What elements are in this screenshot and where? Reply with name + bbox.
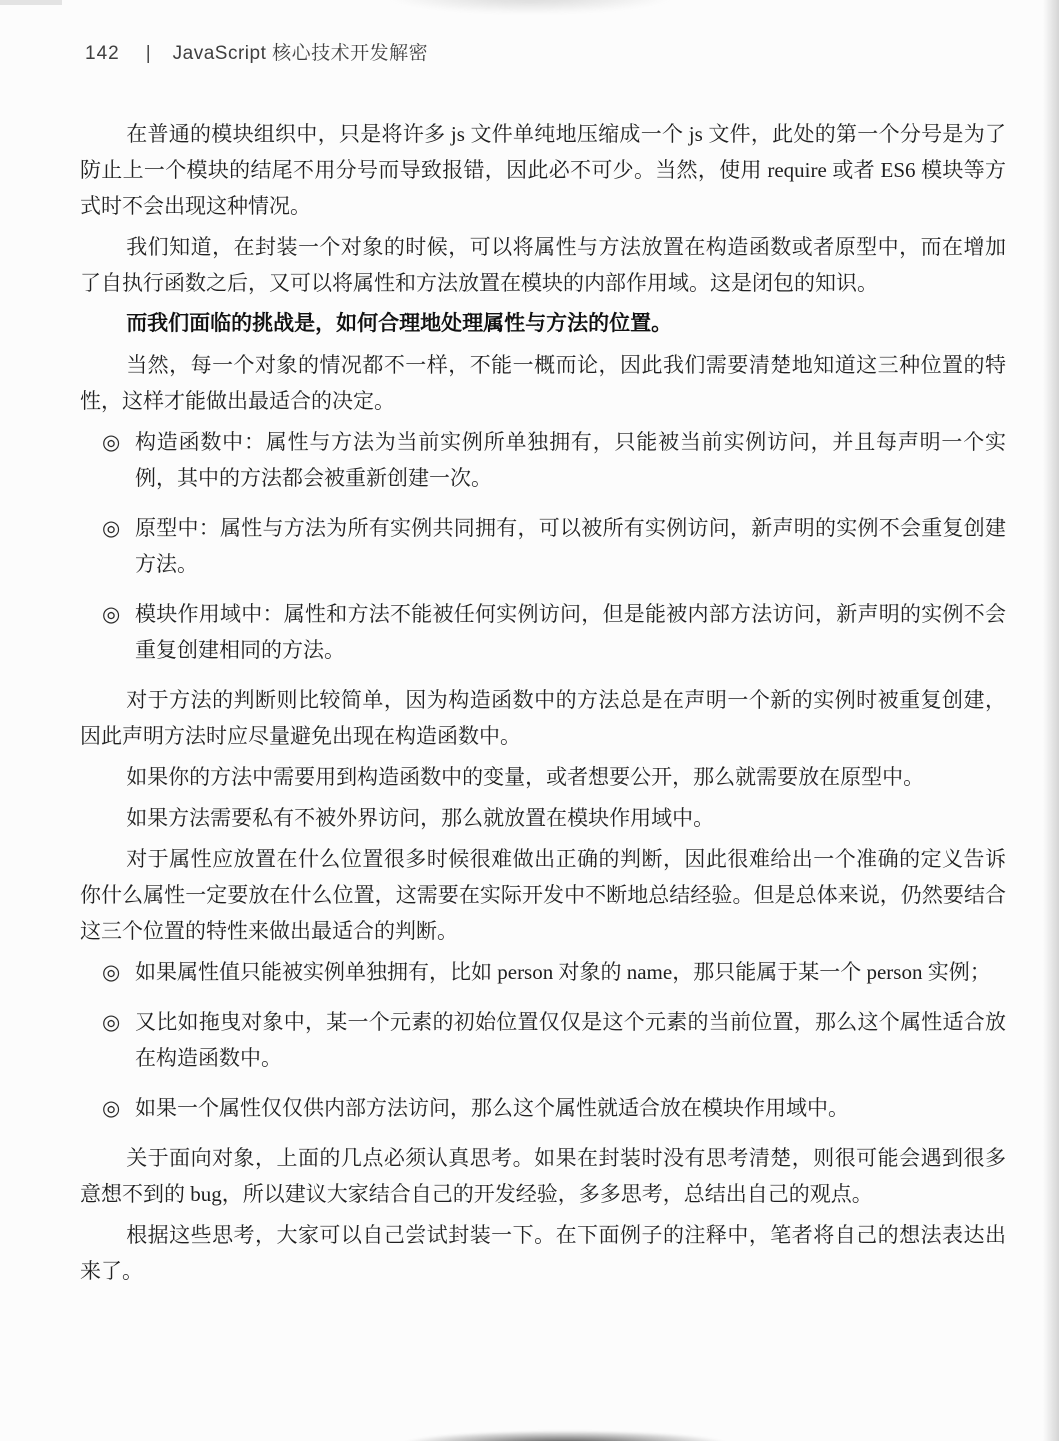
page-edge-shadow — [1043, 0, 1059, 1441]
list-item-text: 如果属性值只能被实例单独拥有，比如 person 对象的 name，那只能属于某一个 person 实例； — [135, 960, 991, 984]
list-item-text: 如果一个属性仅仅供内部方法访问，那么这个属性就适合放在模块作用域中。 — [135, 1096, 849, 1120]
page-body — [80, 116, 1006, 1294]
list-item — [80, 1090, 1006, 1126]
bullet-icon: ◎ — [102, 602, 121, 626]
paragraph: 当然，每一个对象的情况都不一样，不能一概而论，因此我们需要清楚地知道这三种位置的特性，这样才能做出最适合的决定。 — [80, 353, 1006, 413]
bullet-icon: ◎ — [102, 1096, 121, 1120]
list-item — [80, 1004, 1006, 1076]
paragraph: 对于方法的判断则比较简单，因为构造函数中的方法总是在声明一个新的实例时被重复创建，因此声明方法时应尽量避免出现在构造函数中。 — [80, 688, 1006, 748]
bullet-icon: ◎ — [102, 516, 121, 540]
paragraph: 关于面向对象，上面的几点必须认真思考。如果在封装时没有思考清楚，则很可能会遇到很多意想不到的 bug，所以建议大家结合自己的开发经验，多多思考，总结出自己的观点。 — [80, 1146, 1006, 1206]
list-item — [80, 954, 1006, 990]
bullet-icon: ◎ — [102, 1010, 121, 1034]
book-title: JavaScript 核心技术开发解密 — [172, 43, 429, 64]
paragraph: 如果你的方法中需要用到构造函数中的变量，或者想要公开，那么就需要放在原型中。 — [126, 765, 925, 789]
page-header — [85, 38, 428, 65]
list-item-text: 原型中：属性与方法为所有实例共同拥有，可以被所有实例访问，新声明的实例不会重复创建方法。 — [135, 516, 1006, 576]
scan-edge-artifact — [0, 0, 62, 5]
paragraph: 在普通的模块组织中，只是将许多 js 文件单纯地压缩成一个 js 文件，此处的第一个分号是为了防止上一个模块的结尾不用分号而导致报错，因此必不可少。当然，使用 require 或者 ES6 模块等方式时不会出现这种情况。 — [80, 122, 1006, 218]
paragraph: 我们知道，在封装一个对象的时候，可以将属性与方法放置在构造函数或者原型中，而在增加了自执行函数之后，又可以将属性和方法放置在模块的内部作用域。这是闭包的知识。 — [80, 235, 1006, 295]
header-separator: | — [145, 43, 151, 64]
list-item — [80, 424, 1006, 496]
list-item-text: 构造函数中：属性与方法为当前实例所单独拥有，只能被当前实例访问，并且每声明一个实例，其中的方法都会被重新创建一次。 — [135, 430, 1006, 490]
bullet-icon: ◎ — [102, 960, 121, 984]
scan-smudge — [385, 0, 675, 14]
paragraph: 如果方法需要私有不被外界访问，那么就放置在模块作用域中。 — [126, 806, 715, 830]
book-spine-shadow — [395, 1430, 735, 1441]
page-number: 142 — [85, 43, 120, 64]
list-item — [80, 510, 1006, 582]
paragraph: 根据这些思考，大家可以自己尝试封装一下。在下面例子的注释中，笔者将自己的想法表达出来了。 — [80, 1223, 1006, 1283]
list-item-text: 又比如拖曳对象中，某一个元素的初始位置仅仅是这个元素的当前位置，那么这个属性适合放在构造函数中。 — [135, 1010, 1006, 1070]
bullet-icon: ◎ — [102, 430, 121, 454]
paragraph: 对于属性应放置在什么位置很多时候很难做出正确的判断，因此很难给出一个准确的定义告诉你什么属性一定要放在什么位置，这需要在实际开发中不断地总结经验。但是总体来说，仍然要结合这三个位置的特性来做出最适合的判断。 — [80, 847, 1006, 943]
emphasis-paragraph: 而我们面临的挑战是，如何合理地处理属性与方法的位置。 — [126, 312, 673, 335]
list-item — [80, 596, 1006, 668]
list-item-text: 模块作用域中：属性和方法不能被任何实例访问，但是能被内部方法访问，新声明的实例不会重复创建相同的方法。 — [135, 602, 1006, 662]
